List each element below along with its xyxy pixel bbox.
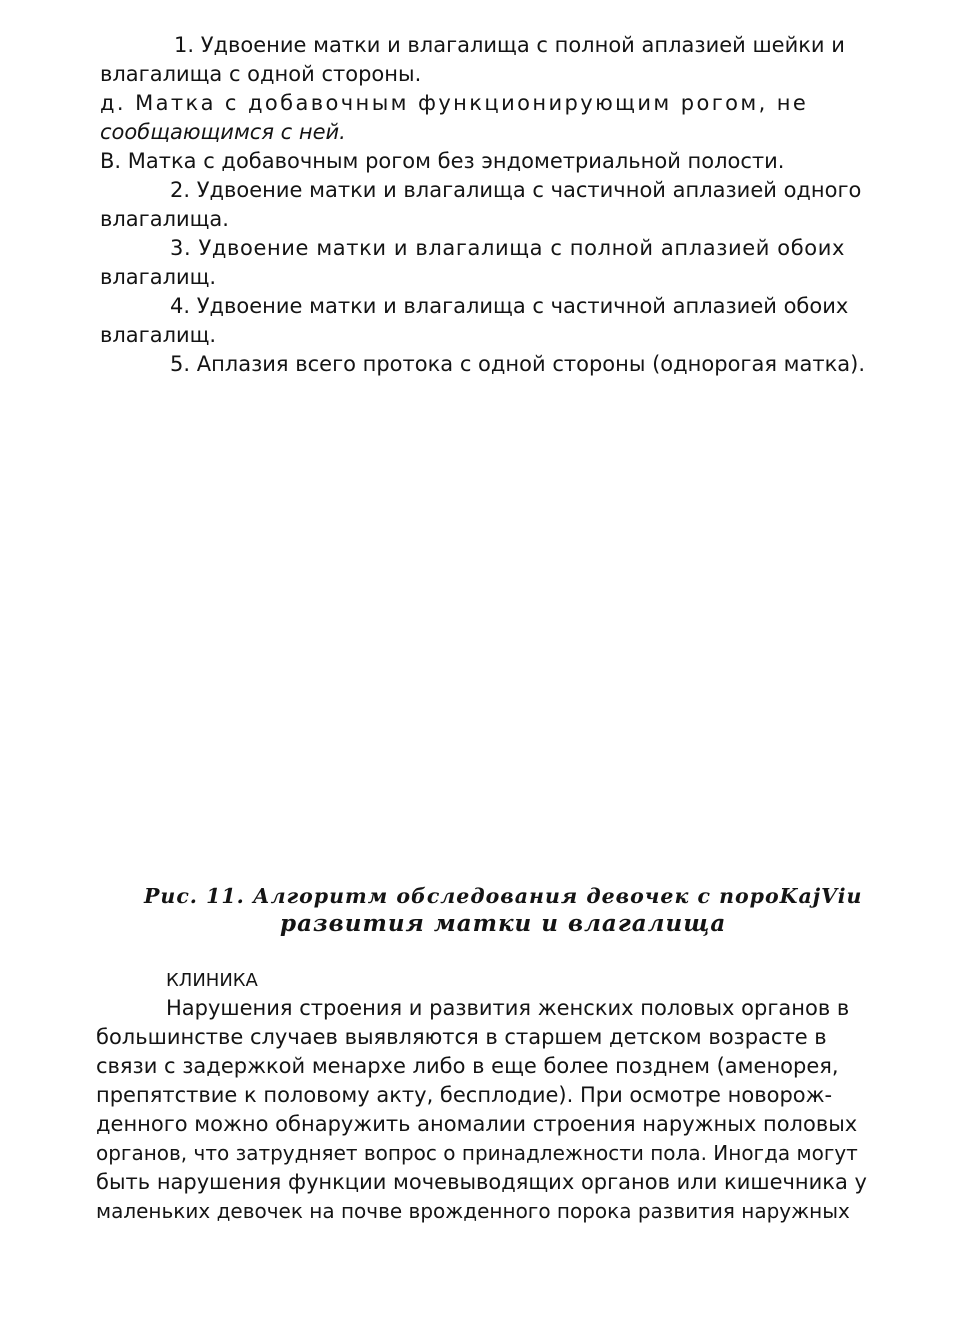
body-line-2: большинстве случаев выявляются в старшем детском возрасте в [96, 1025, 827, 1049]
figure-caption-line-1: Рис. 11. Алгоритм обследования девочек с пороKajViu [144, 884, 863, 908]
body-line-3: связи с задержкой менархе либо в еще более позднем (аменорея, [96, 1054, 839, 1078]
body-line-5: денного можно обнаружить аномалии строения наружных половых [96, 1112, 858, 1136]
figure-caption-line-2: развития матки и влагалища [280, 910, 727, 937]
body-line-8: маленьких девочек на почве врожденного порока развития наружных [96, 1199, 850, 1223]
list-item-2-line-1: 2. Удвоение матки и влагалища с частичной аплазией одного [170, 178, 862, 202]
body-line-1: Нарушения строения и развития женских половых органов в [166, 996, 850, 1020]
list-item-3-line-1: 3. Удвоение матки и влагалища с полной аплазией обоих [170, 236, 845, 260]
list-item-d-line-1: д. Матка с добавочным функционирующим рогом, не [100, 91, 809, 115]
list-item-1-line-1: 1. Удвоение матки и влагалища с полной аплазией шейки и [174, 33, 845, 57]
list-item-d-line-2: сообщающимся с ней. [100, 120, 346, 144]
list-item-v: В. Матка с добавочным рогом без эндометриальной полости. [100, 149, 785, 173]
list-item-4-line-1: 4. Удвоение матки и влагалища с частичной аплазией обоих [170, 294, 849, 318]
body-line-7: быть нарушения функции мочевыводящих органов или кишечника у [96, 1170, 867, 1194]
list-item-2-line-2: влагалища. [100, 207, 229, 231]
section-heading: КЛИНИКА [166, 970, 258, 991]
list-item-5: 5. Аплазия всего протока с одной стороны (однорогая матка). [170, 352, 866, 376]
body-line-6: органов, что затрудняет вопрос о принадлежности пола. Иногда могут [96, 1141, 858, 1165]
list-item-1-line-2: влагалища с одной стороны. [100, 62, 422, 86]
list-item-4-line-2: влагалищ. [100, 323, 217, 347]
list-item-3-line-2: влагалищ. [100, 265, 217, 289]
body-line-4: препятствие к половому акту, бесплодие). При осмотре новорож- [96, 1083, 833, 1107]
